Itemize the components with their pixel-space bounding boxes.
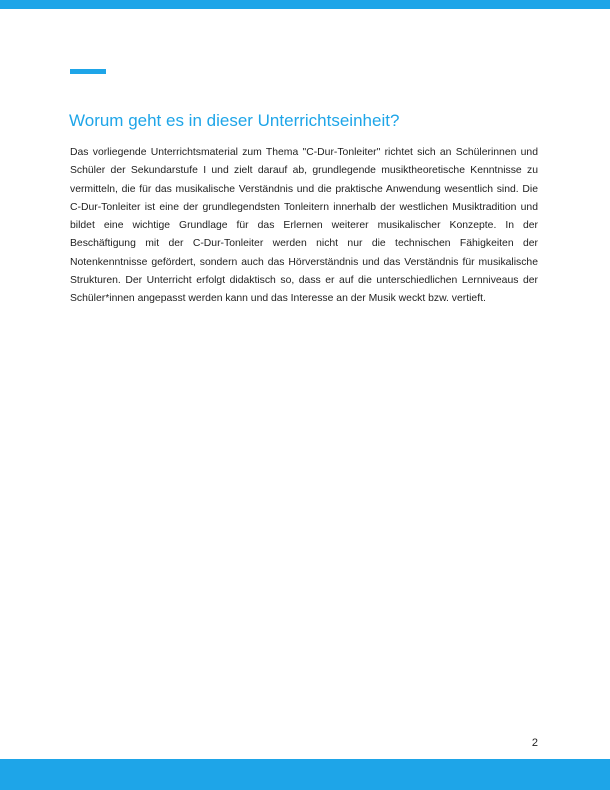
section-heading: Worum geht es in dieser Unterrichtseinheit? [69,111,400,130]
heading-accent-line [70,69,106,74]
bottom-accent-bar [0,759,610,790]
body-paragraph: Das vorliegende Unterrichtsmaterial zum Thema "C-Dur-Tonleiter" richtet sich an Schülerinnen und Schüler der Sekundarstufe I und zielt darauf ab, grundlegende musiktheoretische Kenntnisse zu vermitteln, die für das musikalische Verständnis und die praktische Anwendung wesentlich sind. Die C-Dur-Tonleiter ist eine der grundlegendsten Tonleitern innerhalb der westlichen Musiktradition und bildet eine wichtige Grundlage für das Erlernen weiterer musikalischer Konzepte. In der Beschäftigung mit der C-Dur-Tonleiter werden nicht nur die technischen Fähigkeiten der Notenkenntnisse gefördert, sondern auch das Hörverständnis und das Verständnis für musikalische Strukturen. Der Unterricht erfolgt didaktisch so, dass er auf die unterschiedlichen Lernniveaus der Schüler*innen angepasst werden kann und das Interesse an der Musik weckt bzw. vertieft. [70,147,538,305]
page-number: 2 [531,737,538,749]
top-accent-bar [0,0,610,9]
